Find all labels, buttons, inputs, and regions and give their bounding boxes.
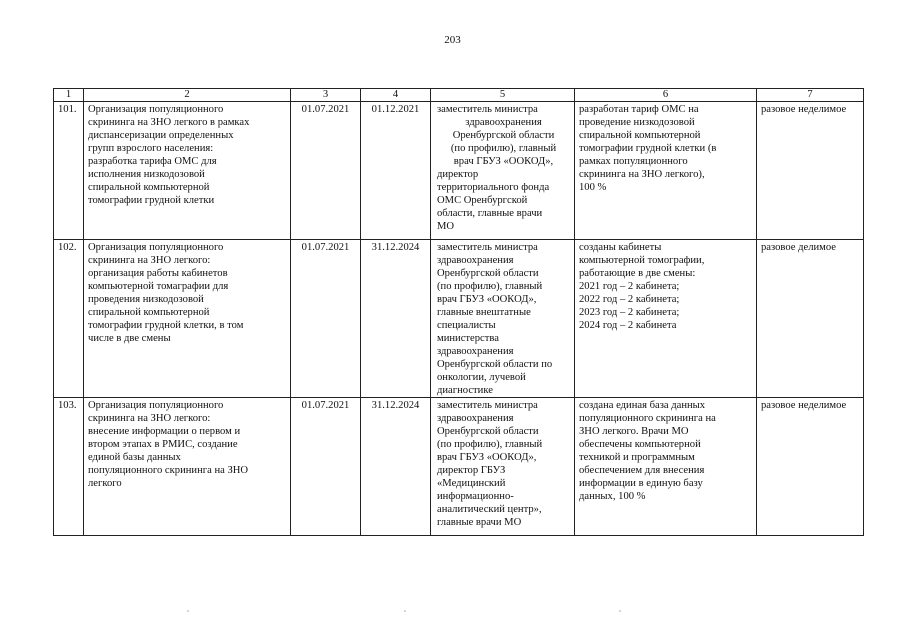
responsible xyxy=(431,398,575,536)
text-line: ОМС Оренбургской xyxy=(437,195,528,206)
column-number: 5 xyxy=(431,89,575,102)
text-line: томографии грудной клетки xyxy=(88,195,215,206)
text-line: 100 % xyxy=(579,182,607,193)
text-line: врач ГБУЗ «ООКОД», xyxy=(453,156,554,167)
text-line: здравоохранения xyxy=(437,346,514,357)
text-line: диспансеризации определенных xyxy=(88,130,234,141)
text-line: Организация популяционного xyxy=(88,104,224,115)
task-description xyxy=(84,102,291,240)
text-line: созданы кабинеты xyxy=(579,242,662,253)
text-line: разработка тарифа ОМС для xyxy=(88,156,217,167)
text-line: томографии грудной клетки, в том xyxy=(88,320,244,331)
scan-speck xyxy=(187,610,188,611)
column-number: 4 xyxy=(361,89,431,102)
expected-result xyxy=(575,102,757,240)
text-line: директор xyxy=(437,169,479,180)
row-number: 102. xyxy=(54,240,84,398)
task-description xyxy=(84,398,291,536)
scan-speck xyxy=(404,610,405,611)
text-line: врач ГБУЗ «ООКОД», xyxy=(437,452,537,463)
text-line: Оренбургской области xyxy=(437,268,539,279)
task-type: разовое неделимое xyxy=(757,398,864,536)
text-line: Организация популяционного xyxy=(88,242,224,253)
text-line: внесение информации о первом и xyxy=(88,426,241,437)
text-line: Организация популяционного xyxy=(88,400,224,411)
text-line: территориального фонда xyxy=(437,182,550,193)
column-number: 7 xyxy=(757,89,864,102)
text-line: МО xyxy=(437,221,455,232)
text-line: разработан тариф ОМС на xyxy=(579,104,699,115)
text-line: скрининга на ЗНО легкого в рамках xyxy=(88,117,250,128)
text-line: групп взрослого населения: xyxy=(88,143,214,154)
text-line: техникой и программным xyxy=(579,452,695,463)
column-number: 3 xyxy=(291,89,361,102)
text-line: втором этапах в РМИС, создание xyxy=(88,439,238,450)
text-line: популяционного скрининга на xyxy=(579,413,716,424)
task-type: разовое делимое xyxy=(757,240,864,398)
table-row xyxy=(54,240,864,398)
text-line: министерства xyxy=(437,333,499,344)
text-line: данных, 100 % xyxy=(579,491,646,502)
text-line: (по профилю), главный xyxy=(437,281,543,292)
text-line: проведения низкодозовой xyxy=(88,294,204,305)
expected-result xyxy=(575,398,757,536)
text-line: спиральной компьютерной xyxy=(88,182,210,193)
row-number: 101. xyxy=(54,102,84,240)
start-date: 01.07.2021 xyxy=(291,102,361,240)
text-line: 2024 год – 2 кабинета xyxy=(579,320,677,331)
end-date: 31.12.2024 xyxy=(361,240,431,398)
text-line: главные врачи МО xyxy=(437,517,522,528)
text-line: здравоохранения xyxy=(437,413,514,424)
text-line: заместитель министра xyxy=(437,104,538,115)
text-line: легкого xyxy=(88,478,122,489)
activity-plan-table xyxy=(53,88,864,536)
text-line: спиральной компьютерной xyxy=(579,130,701,141)
text-line: скрининга на ЗНО легкого), xyxy=(579,169,705,180)
text-line: здравоохранения xyxy=(465,117,542,128)
task-description xyxy=(84,240,291,398)
start-date: 01.07.2021 xyxy=(291,240,361,398)
text-line: обеспечением для внесения xyxy=(579,465,705,476)
text-line: (по профилю), главный xyxy=(450,143,557,154)
text-line: здравоохранения xyxy=(437,255,514,266)
text-line: 2023 год – 2 кабинета; xyxy=(579,307,680,318)
text-line: Оренбургской области xyxy=(452,130,555,141)
text-line: числе в две смены xyxy=(88,333,171,344)
text-line: Оренбургской области по xyxy=(437,359,553,370)
end-date: 31.12.2024 xyxy=(361,398,431,536)
text-line: аналитический центр», xyxy=(437,504,542,515)
text-line: директор ГБУЗ xyxy=(437,465,506,476)
text-line: ЗНО легкого. Врачи МО xyxy=(579,426,689,437)
text-line: проведение низкодозовой xyxy=(579,117,695,128)
text-line: единой базы данных xyxy=(88,452,181,463)
text-line: заместитель министра xyxy=(437,400,538,411)
text-line: популяционного скрининга на ЗНО xyxy=(88,465,249,476)
text-line: заместитель министра xyxy=(437,242,538,253)
text-line: создана единая база данных xyxy=(579,400,706,411)
page-number: 203 xyxy=(444,34,461,46)
end-date: 01.12.2021 xyxy=(361,102,431,240)
expected-result xyxy=(575,240,757,398)
column-number: 2 xyxy=(84,89,291,102)
text-line: Оренбургской области xyxy=(437,426,539,437)
text-line: компьютерной томаграфии для xyxy=(88,281,229,292)
responsible xyxy=(431,240,575,398)
text-line: 2022 год – 2 кабинета; xyxy=(579,294,680,305)
task-type: разовое неделимое xyxy=(757,102,864,240)
column-number-row xyxy=(54,89,864,102)
text-line: томографии грудной клетки (в xyxy=(579,143,717,154)
text-line: скрининга на ЗНО легкого: xyxy=(88,255,211,266)
text-line: (по профилю), главный xyxy=(437,439,543,450)
text-line: информационно- xyxy=(437,491,514,502)
text-line: 2021 год – 2 кабинета; xyxy=(579,281,680,292)
text-line: врач ГБУЗ «ООКОД», xyxy=(437,294,537,305)
text-line: специалисты xyxy=(437,320,496,331)
text-line: работающие в две смены: xyxy=(579,268,696,279)
text-line: организация работы кабинетов xyxy=(88,268,228,279)
column-number: 1 xyxy=(54,89,84,102)
text-line: скрининга на ЗНО легкого: xyxy=(88,413,211,424)
column-number: 6 xyxy=(575,89,757,102)
scan-specks xyxy=(0,608,905,614)
text-line: главные внештатные xyxy=(437,307,531,318)
responsible xyxy=(431,102,575,240)
text-line: онкологии, лучевой xyxy=(437,372,526,383)
table-row xyxy=(54,102,864,240)
table-row xyxy=(54,398,864,536)
text-line: обеспечены компьютерной xyxy=(579,439,701,450)
row-number: 103. xyxy=(54,398,84,536)
text-line: «Медицинский xyxy=(437,478,506,489)
text-line: спиральной компьютерной xyxy=(88,307,210,318)
text-line: рамках популяционного xyxy=(579,156,688,167)
start-date: 01.07.2021 xyxy=(291,398,361,536)
text-line: исполнения низкодозовой xyxy=(88,169,205,180)
text-line: информации в единую базу xyxy=(579,478,703,489)
scan-speck xyxy=(619,610,620,611)
text-line: компьютерной томографии, xyxy=(579,255,705,266)
text-line: диагностике xyxy=(437,385,493,396)
text-line: области, главные врачи xyxy=(437,208,543,219)
